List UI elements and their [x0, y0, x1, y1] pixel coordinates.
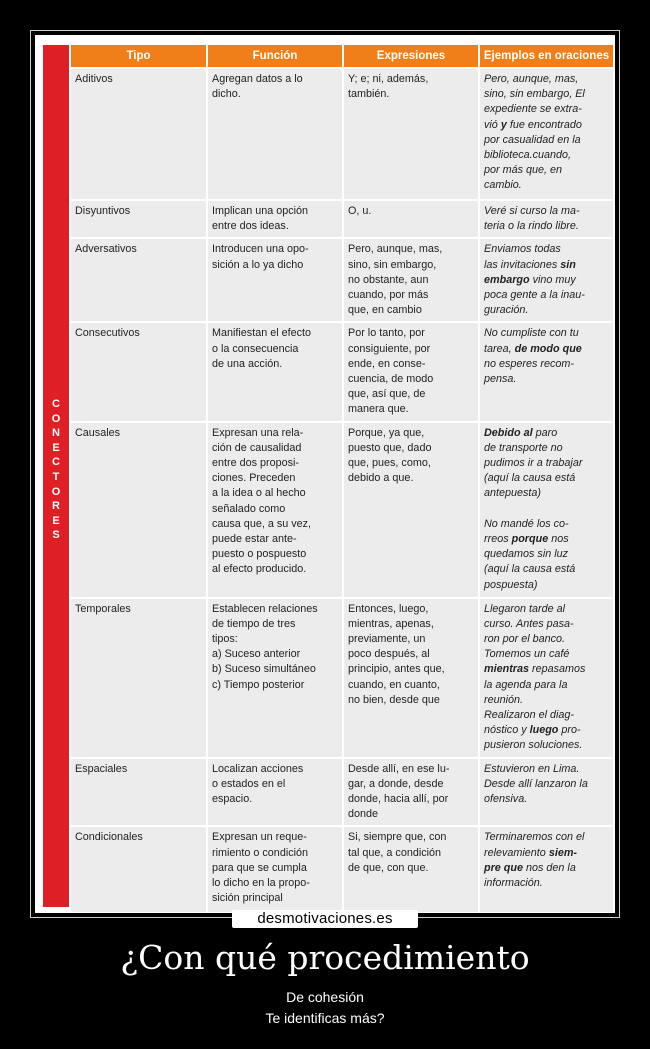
cell-ejemplos	[479, 238, 613, 322]
header-expresiones: Expresiones	[343, 45, 479, 68]
cell-funcion: Introducen una opo- sición a lo ya dicho	[207, 238, 343, 322]
cell-ejemplos	[479, 68, 613, 200]
example-text: pro- pusieron soluciones.	[484, 724, 583, 752]
poster-frame	[30, 30, 620, 918]
table-header-row	[71, 45, 613, 68]
sidebar-letter: T	[52, 470, 60, 483]
cell-expresiones: Desde allí, en ese lu- gar, a donde, desde donde, hacia allí, por donde	[343, 758, 479, 827]
table-row	[71, 826, 613, 912]
example-text: Enviamos todas las invitaciones	[484, 243, 561, 271]
poster-subtitle-line-2: Te identificas más?	[265, 1010, 385, 1026]
table-row	[71, 238, 613, 322]
sidebar-letter: C	[52, 398, 60, 410]
cell-expresiones: Por lo tanto, por consiguiente, por ende, en conse- cuencia, de modo que, así que, de manera que.	[343, 322, 479, 421]
example-text: Estuvieron en Lima. Desde allí lanzaron la ofensiva.	[484, 762, 588, 806]
conectores-sidebar	[43, 45, 69, 907]
cell-funcion: Establecen relaciones de tiempo de tres tipos: a) Suceso anterior b) Suceso simultáneo c) Tiempo posterior	[207, 598, 343, 758]
cell-expresiones: Porque, ya que, puesto que, dado que, pues, como, debido a que.	[343, 422, 479, 598]
cell-ejemplos	[479, 826, 613, 912]
sidebar-letter: E	[52, 441, 60, 454]
example-text: No cumpliste con tu tarea,	[484, 327, 579, 355]
example-highlight: luego	[529, 724, 559, 737]
example-text: nos quedamos sin luz (aquí la causa está pospuesta)	[484, 533, 576, 591]
example-text: fue encontrado por casualidad en la biblioteca.cuando, por más que, en cambio.	[484, 118, 582, 192]
poster-subtitle-line-1: De cohesión	[286, 989, 364, 1005]
example-highlight: mientras	[484, 663, 530, 676]
cell-expresiones: O, u.	[343, 200, 479, 238]
cell-ejemplos	[479, 322, 613, 421]
cell-ejemplos	[479, 200, 613, 238]
sidebar-letter: E	[52, 514, 60, 527]
site-logo[interactable]: desmotivaciones.es	[232, 910, 418, 928]
cell-ejemplos	[479, 422, 613, 598]
table-row	[71, 200, 613, 238]
cell-expresiones: Y; e; ni, además, también.	[343, 68, 479, 200]
cell-expresiones: Pero, aunque, mas, sino, sin embargo, no obstante, aun cuando, por más que, en cambio	[343, 238, 479, 322]
cell-tipo: Temporales	[71, 598, 207, 758]
example-text: vino muy poca gente a la inau- guración.	[484, 273, 585, 317]
sidebar-letter: O	[51, 485, 61, 498]
cell-expresiones: Entonces, luego, mientras, apenas, previamente, un poco después, al principio, antes que, cuando, en cuanto, no bien, desde que	[343, 598, 479, 758]
cell-tipo: Condicionales	[71, 826, 207, 912]
example-text: paro de transporte no pudimos ir a trabajar (aquí la causa está antepuesta) No mandé los co- rreos	[484, 426, 583, 546]
example-highlight: porque	[511, 533, 549, 546]
sidebar-letter: C	[52, 456, 60, 469]
cell-funcion: Expresan una rela- ción de causalidad entre dos proposi- ciones. Preceden a la idea o al hecho señalado como causa que, a su vez, puede estar ante- puesto o pospuesto al efecto producido.	[207, 422, 343, 598]
cell-ejemplos	[479, 598, 613, 758]
conectores-vertical-label	[43, 397, 69, 543]
example-text: no esperes recom- pensa.	[484, 357, 575, 386]
example-text: Llegaron tarde al curso. Antes pasa- ron por el banco. Tomemos un café	[484, 602, 574, 661]
cell-funcion: Expresan un reque- rimiento o condición para que se cumpla lo dicho en la propo- sición principal	[207, 826, 343, 912]
example-highlight: siem- pre que	[484, 846, 578, 874]
example-text: repasamos la agenda para la reunión. Realizaron el diag- nóstico y	[484, 663, 586, 737]
example-highlight: sin embargo	[484, 258, 576, 286]
table-row	[71, 598, 613, 758]
sidebar-letter: O	[51, 412, 61, 425]
table-row	[71, 322, 613, 421]
example-text: Terminaremos con el relevamiento	[484, 831, 585, 859]
header-funcion: Función	[207, 45, 343, 68]
cell-tipo: Aditivos	[71, 68, 207, 200]
cell-ejemplos	[479, 758, 613, 827]
cell-tipo: Consecutivos	[71, 322, 207, 421]
example-text: Pero, aunque, mas, sino, sin embargo, El expediente se extra- vió	[484, 73, 585, 131]
cell-funcion: Localizan acciones o estados en el espacio.	[207, 758, 343, 827]
header-ejemplos: Ejemplos en oraciones	[479, 45, 613, 68]
poster-title: ¿Con qué procedimiento	[120, 938, 530, 977]
header-tipo: Tipo	[71, 45, 207, 68]
example-highlight: Debido al	[484, 426, 533, 439]
cell-tipo: Disyuntivos	[71, 200, 207, 238]
cell-funcion: Manifiestan el efecto o la consecuencia de una acción.	[207, 322, 343, 421]
cell-tipo: Causales	[71, 422, 207, 598]
table-row	[71, 68, 613, 200]
cell-funcion: Implican una opción entre dos ideas.	[207, 200, 343, 238]
cell-tipo: Adversativos	[71, 238, 207, 322]
sidebar-letter: S	[52, 529, 60, 542]
sidebar-letter: R	[52, 500, 60, 513]
poster-image	[35, 35, 615, 913]
example-highlight: de modo que	[514, 342, 582, 355]
example-text: nos den la información.	[484, 861, 576, 890]
table-row	[71, 422, 613, 598]
table-row	[71, 758, 613, 827]
sidebar-letter: N	[52, 427, 60, 440]
cell-expresiones: Si, siempre que, con tal que, a condición de que, con que.	[343, 826, 479, 912]
cell-funcion: Agregan datos a lo dicho.	[207, 68, 343, 200]
connectors-table	[71, 45, 613, 912]
example-highlight: y	[500, 118, 507, 131]
cell-tipo: Espaciales	[71, 758, 207, 827]
example-text: Veré si curso la ma- teria o la rindo libre.	[484, 205, 580, 233]
